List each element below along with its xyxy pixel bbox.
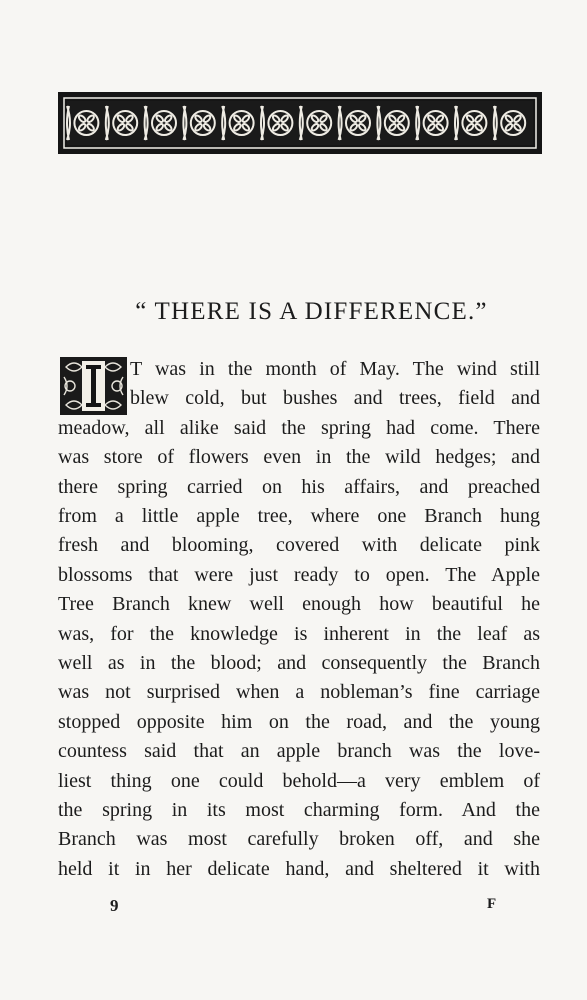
text-line: T was in the month of May. The wind still xyxy=(130,358,540,380)
text-line: the spring in its most charming form. And the xyxy=(58,799,540,821)
drop-cap-ornament-icon xyxy=(60,357,127,415)
text-line: meadow, all alike said the spring had come. There xyxy=(58,416,540,439)
text-line: well as in the blood; and consequently the Branch xyxy=(58,652,540,674)
text-line: fresh and blooming, covered with delicate pink xyxy=(58,534,540,557)
text-line: Tree Branch knew well enough how beautiful he xyxy=(58,593,540,616)
text-line: held it in her delicate hand, and sheltered it with xyxy=(58,857,540,880)
signature-mark: F xyxy=(487,896,497,912)
drop-cap xyxy=(60,357,127,415)
text-line: from a little apple tree, where one Branch hung xyxy=(58,505,540,527)
text-line: blew cold, but bushes and trees, field and xyxy=(130,387,540,410)
text-line: stopped opposite him on the road, and the young xyxy=(58,710,540,733)
ornamental-headband xyxy=(58,92,542,154)
text-line: was, for the knowledge is inherent in the leaf as xyxy=(58,622,540,645)
text-line: there spring carried on his affairs, and preached xyxy=(58,475,540,498)
text-line: countess said that an apple branch was the love- xyxy=(58,740,540,763)
text-line: Branch was most carefully broken off, and she xyxy=(58,828,540,851)
page-number: 9 xyxy=(110,896,119,915)
text-line: blossoms that were just ready to open. The Apple xyxy=(58,563,540,586)
chapter-title: “ THERE IS A DIFFERENCE.” xyxy=(135,298,488,325)
text-line: liest thing one could behold—a very emblem of xyxy=(58,769,540,792)
text-line: was store of flowers even in the wild hedges; and xyxy=(58,446,540,469)
text-line: was not surprised when a nobleman’s fine carriage xyxy=(58,681,540,704)
